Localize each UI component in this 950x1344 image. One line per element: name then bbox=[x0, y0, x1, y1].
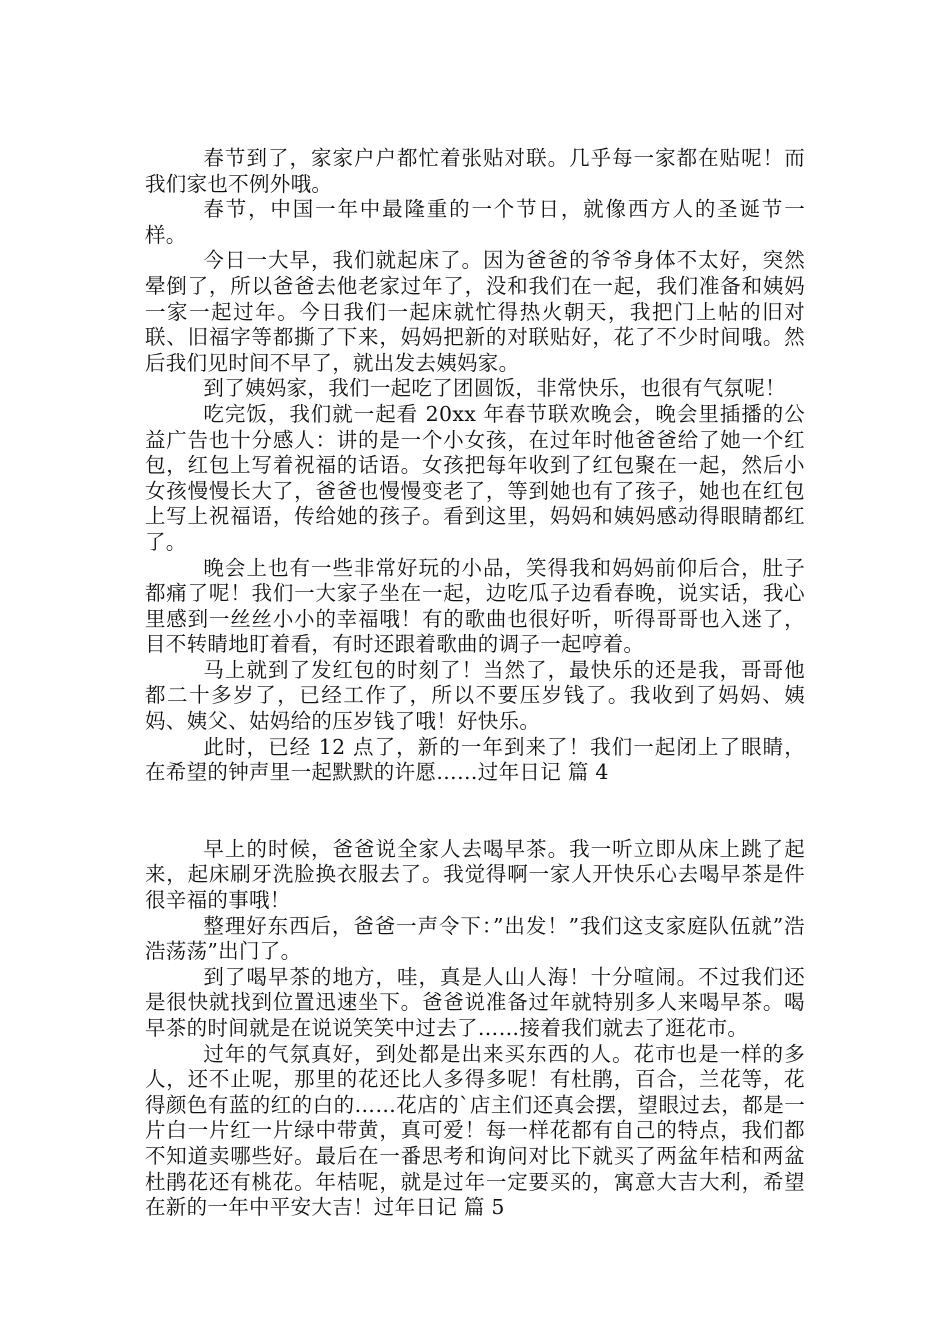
paragraph: 到了喝早茶的地方，哇，真是人山人海！十分喧闹。不过我们还是很快就找到位置迅速坐下。爸爸说准备过年就特别多人来喝早茶。喝早茶的时间就是在说说笑笑中过去了……接着我们就去了逛花市。 bbox=[145, 964, 805, 1040]
paragraph: 晚会上也有一些非常好玩的小品，笑得我和妈妈前仰后合，肚子都痛了呢！我们一大家子坐在一起，边吃瓜子边看春晚，说实话，我心里感到一丝丝小小的幸福哦！有的歌曲也很好听，听得哥哥也入迷了，目不转睛地盯着看，有时还跟着歌曲的调子一起哼着。 bbox=[145, 555, 805, 657]
paragraph: 整理好东西后，爸爸一声令下：”出发！”我们这支家庭队伍就”浩浩荡荡”出门了。 bbox=[145, 913, 805, 964]
document-page bbox=[145, 146, 805, 1221]
paragraph: 今日一大早，我们就起床了。因为爸爸的爷爷身体不太好，突然晕倒了，所以爸爸去他老家过年了，没和我们在一起，我们准备和姨妈一家一起过年。今日我们一起床就忙得热火朝天，我把门上帖的旧对联、旧福字等都撕了下来，妈妈把新的对联贴好，花了不少时间哦。然后我们见时间不早了，就出发去姨妈家。 bbox=[145, 248, 805, 375]
paragraph: 马上就到了发红包的时刻了！当然了，最快乐的还是我，哥哥他都二十多岁了，已经工作了，所以不要压岁钱了。我收到了妈妈、姨妈、姨父、姑妈给的压岁钱了哦！好快乐。 bbox=[145, 657, 805, 734]
section-gap bbox=[145, 786, 805, 837]
paragraph: 到了姨妈家，我们一起吃了团圆饭，非常快乐，也很有气氛呢！ bbox=[203, 376, 786, 401]
paragraph: 春节，中国一年中最隆重的一个节日，就像西方人的圣诞节一样。 bbox=[145, 197, 805, 247]
paragraph: 春节到了，家家户户都忙着张贴对联。几乎每一家都在贴呢！而我们家也不例外哦。 bbox=[145, 146, 805, 196]
paragraph: 早上的时候，爸爸说全家人去喝早茶。我一听立即从床上跳了起来，起床刷牙洗脸换衣服去了。我觉得啊一家人开快乐心去喝早茶是件很辛福的事哦！ bbox=[145, 836, 805, 913]
paragraph: 过年的气氛真好，到处都是出来买东西的人。花市也是一样的多人，还不止呢，那里的花还比人多得多呢！有杜鹃，百合，兰花等，花得颜色有蓝的红的白的……花店的`店主们还真会摆，望眼过去，都是一片白一片红一片绿中带黄，真可爱！每一样花都有自己的特点，我们都不知道卖哪些好。最后在一番思考和询问对比下就买了两盆年桔和两盆杜鹃花还有桃花。年桔呢，就是过年一定要买的，寓意大吉大利，希望在新的一年中平安大吉！过年日记 篇 5 bbox=[145, 1041, 805, 1220]
paragraph: 吃完饭，我们就一起看 20xx 年春节联欢晚会，晚会里插播的公益广告也十分感人：讲的是一个小女孩，在过年时他爸爸给了她一个红包，红包上写着祝福的话语。女孩把每年收到了红包聚在一起，然后小女孩慢慢长大了，爸爸也慢慢变老了，等到她也有了孩子，她也在红包上写上祝福语，传给她的孩子。看到这里，妈妈和姨妈感动得眼睛都红了。 bbox=[145, 401, 805, 554]
paragraph: 此时，已经 12 点了，新的一年到来了！我们一起闭上了眼睛，在希望的钟声里一起默默的许愿……过年日记 篇 4 bbox=[145, 734, 805, 785]
